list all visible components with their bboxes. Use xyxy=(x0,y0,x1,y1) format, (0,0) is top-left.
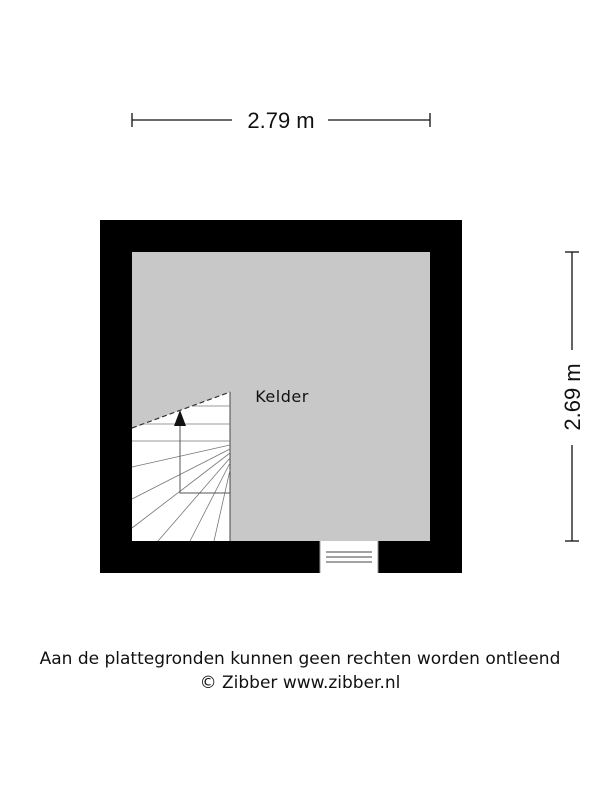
width-dimension-label: 2.79 m xyxy=(247,108,315,133)
room-label-kelder: Kelder xyxy=(255,387,309,406)
copyright-text: © Zibber www.zibber.nl xyxy=(199,673,401,693)
height-dimension-label: 2.69 m xyxy=(560,363,585,431)
window xyxy=(320,541,378,573)
disclaimer-text: Aan de plattegronden kunnen geen rechten worden ontleend xyxy=(39,649,561,669)
footer xyxy=(0,647,600,695)
